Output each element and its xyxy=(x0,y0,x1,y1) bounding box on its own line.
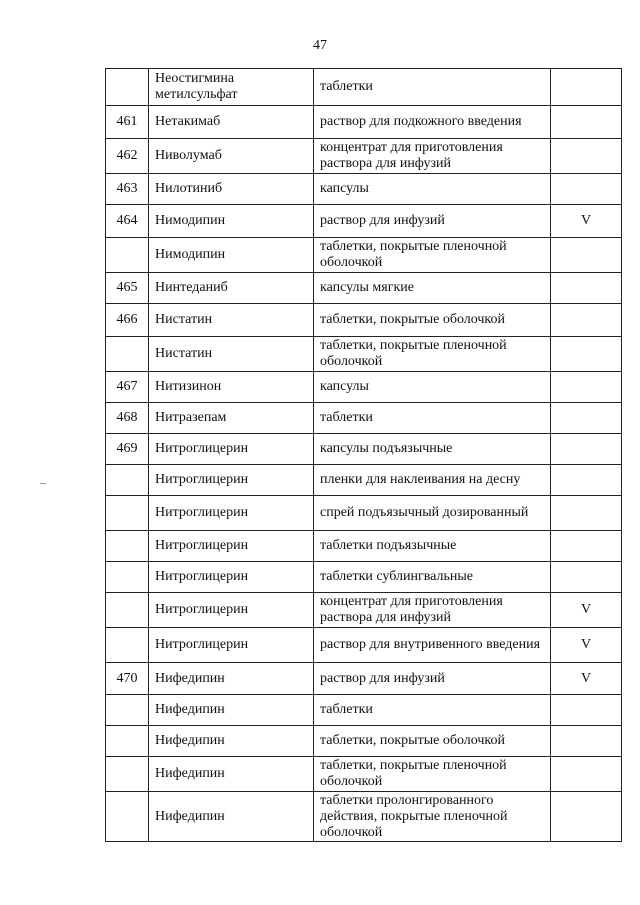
row-number: 467 xyxy=(106,372,149,403)
drug-name: Ниволумаб xyxy=(149,139,314,174)
page-number: 47 xyxy=(313,38,327,53)
row-number: 463 xyxy=(106,174,149,205)
drug-name: Нимодипин xyxy=(149,205,314,238)
drug-name: Нитроглицерин xyxy=(149,593,314,628)
dosage-form: пленки для наклеивания на десну xyxy=(314,465,551,496)
table-row xyxy=(106,531,622,562)
dosage-form: раствор для инфузий xyxy=(314,205,551,238)
table-row xyxy=(106,628,622,663)
dosage-form: капсулы xyxy=(314,372,551,403)
table-row xyxy=(106,434,622,465)
drug-name: Нистатин xyxy=(149,304,314,337)
table-row xyxy=(106,403,622,434)
table-row xyxy=(106,174,622,205)
drug-name: Нимодипин xyxy=(149,238,314,273)
mark-cell xyxy=(551,496,622,531)
row-number xyxy=(106,628,149,663)
drug-name: Нитроглицерин xyxy=(149,434,314,465)
dosage-form: таблетки, покрытые оболочкой xyxy=(314,726,551,757)
drug-name: Нистатин xyxy=(149,337,314,372)
dosage-form: таблетки, покрытые пленочной оболочкой xyxy=(314,337,551,372)
mark-cell: V xyxy=(551,593,622,628)
dosage-form: раствор для инфузий xyxy=(314,663,551,695)
row-number xyxy=(106,496,149,531)
table-row xyxy=(106,106,622,139)
dosage-form: таблетки пролонгированного действия, покрытые пленочной оболочкой xyxy=(314,792,551,842)
dosage-form: таблетки xyxy=(314,69,551,106)
mark-cell xyxy=(551,562,622,593)
dosage-form: таблетки, покрытые пленочной оболочкой xyxy=(314,757,551,792)
table-row xyxy=(106,304,622,337)
table-row xyxy=(106,726,622,757)
dosage-form: раствор для внутривенного введения xyxy=(314,628,551,663)
dosage-form: концентрат для приготовления раствора для инфузий xyxy=(314,593,551,628)
dosage-form: таблетки xyxy=(314,695,551,726)
mark-cell xyxy=(551,304,622,337)
row-number xyxy=(106,562,149,593)
row-number xyxy=(106,337,149,372)
dosage-form: таблетки, покрытые оболочкой xyxy=(314,304,551,337)
mark-cell xyxy=(551,792,622,842)
row-number: 470 xyxy=(106,663,149,695)
drug-name: Нитроглицерин xyxy=(149,465,314,496)
drug-name: Нифедипин xyxy=(149,757,314,792)
row-number xyxy=(106,465,149,496)
drug-name: Нифедипин xyxy=(149,726,314,757)
mark-cell: V xyxy=(551,628,622,663)
drug-name: Нитроглицерин xyxy=(149,531,314,562)
row-number xyxy=(106,238,149,273)
row-number xyxy=(106,726,149,757)
dosage-form: таблетки xyxy=(314,403,551,434)
mark-cell xyxy=(551,106,622,139)
table-row xyxy=(106,273,622,304)
drug-name: Неостигмина метилсульфат xyxy=(149,69,314,106)
dosage-form: раствор для подкожного введения xyxy=(314,106,551,139)
table-row xyxy=(106,562,622,593)
table-row xyxy=(106,465,622,496)
row-number xyxy=(106,593,149,628)
table-row xyxy=(106,69,622,106)
drug-table xyxy=(105,68,622,842)
drug-name: Нитроглицерин xyxy=(149,562,314,593)
mark-cell xyxy=(551,238,622,273)
table-row xyxy=(106,372,622,403)
table-row xyxy=(106,695,622,726)
mark-cell xyxy=(551,372,622,403)
mark-cell xyxy=(551,434,622,465)
row-number: 469 xyxy=(106,434,149,465)
row-number: 465 xyxy=(106,273,149,304)
drug-name: Нифедипин xyxy=(149,695,314,726)
table-row xyxy=(106,593,622,628)
mark-cell: V xyxy=(551,205,622,238)
dosage-form: таблетки подъязычные xyxy=(314,531,551,562)
table-row xyxy=(106,238,622,273)
row-number: 462 xyxy=(106,139,149,174)
row-number xyxy=(106,757,149,792)
drug-name: Нитразепам xyxy=(149,403,314,434)
table-row xyxy=(106,139,622,174)
row-number xyxy=(106,531,149,562)
drug-name: Нифедипин xyxy=(149,663,314,695)
mark-cell: V xyxy=(551,663,622,695)
mark-cell xyxy=(551,695,622,726)
mark-cell xyxy=(551,403,622,434)
row-number xyxy=(106,69,149,106)
drug-name: Нитизинон xyxy=(149,372,314,403)
mark-cell xyxy=(551,69,622,106)
table-row xyxy=(106,496,622,531)
dosage-form: капсулы подъязычные xyxy=(314,434,551,465)
drug-table-body xyxy=(106,69,622,842)
mark-cell xyxy=(551,273,622,304)
mark-cell xyxy=(551,337,622,372)
mark-cell xyxy=(551,174,622,205)
drug-name: Нитроглицерин xyxy=(149,628,314,663)
row-number: 468 xyxy=(106,403,149,434)
drug-name: Нинтеданиб xyxy=(149,273,314,304)
mark-cell xyxy=(551,757,622,792)
drug-name: Нилотиниб xyxy=(149,174,314,205)
margin-mark xyxy=(40,483,46,484)
dosage-form: концентрат для приготовления раствора для инфузий xyxy=(314,139,551,174)
row-number xyxy=(106,695,149,726)
mark-cell xyxy=(551,531,622,562)
mark-cell xyxy=(551,726,622,757)
table-row xyxy=(106,205,622,238)
dosage-form: капсулы xyxy=(314,174,551,205)
row-number: 461 xyxy=(106,106,149,139)
row-number: 464 xyxy=(106,205,149,238)
dosage-form: таблетки, покрытые пленочной оболочкой xyxy=(314,238,551,273)
row-number: 466 xyxy=(106,304,149,337)
drug-name: Нитроглицерин xyxy=(149,496,314,531)
dosage-form: спрей подъязычный дозированный xyxy=(314,496,551,531)
drug-name: Нетакимаб xyxy=(149,106,314,139)
table-row xyxy=(106,757,622,792)
mark-cell xyxy=(551,465,622,496)
table-row xyxy=(106,792,622,842)
row-number xyxy=(106,792,149,842)
table-row xyxy=(106,337,622,372)
drug-name: Нифедипин xyxy=(149,792,314,842)
dosage-form: капсулы мягкие xyxy=(314,273,551,304)
mark-cell xyxy=(551,139,622,174)
dosage-form: таблетки сублингвальные xyxy=(314,562,551,593)
table-row xyxy=(106,663,622,695)
